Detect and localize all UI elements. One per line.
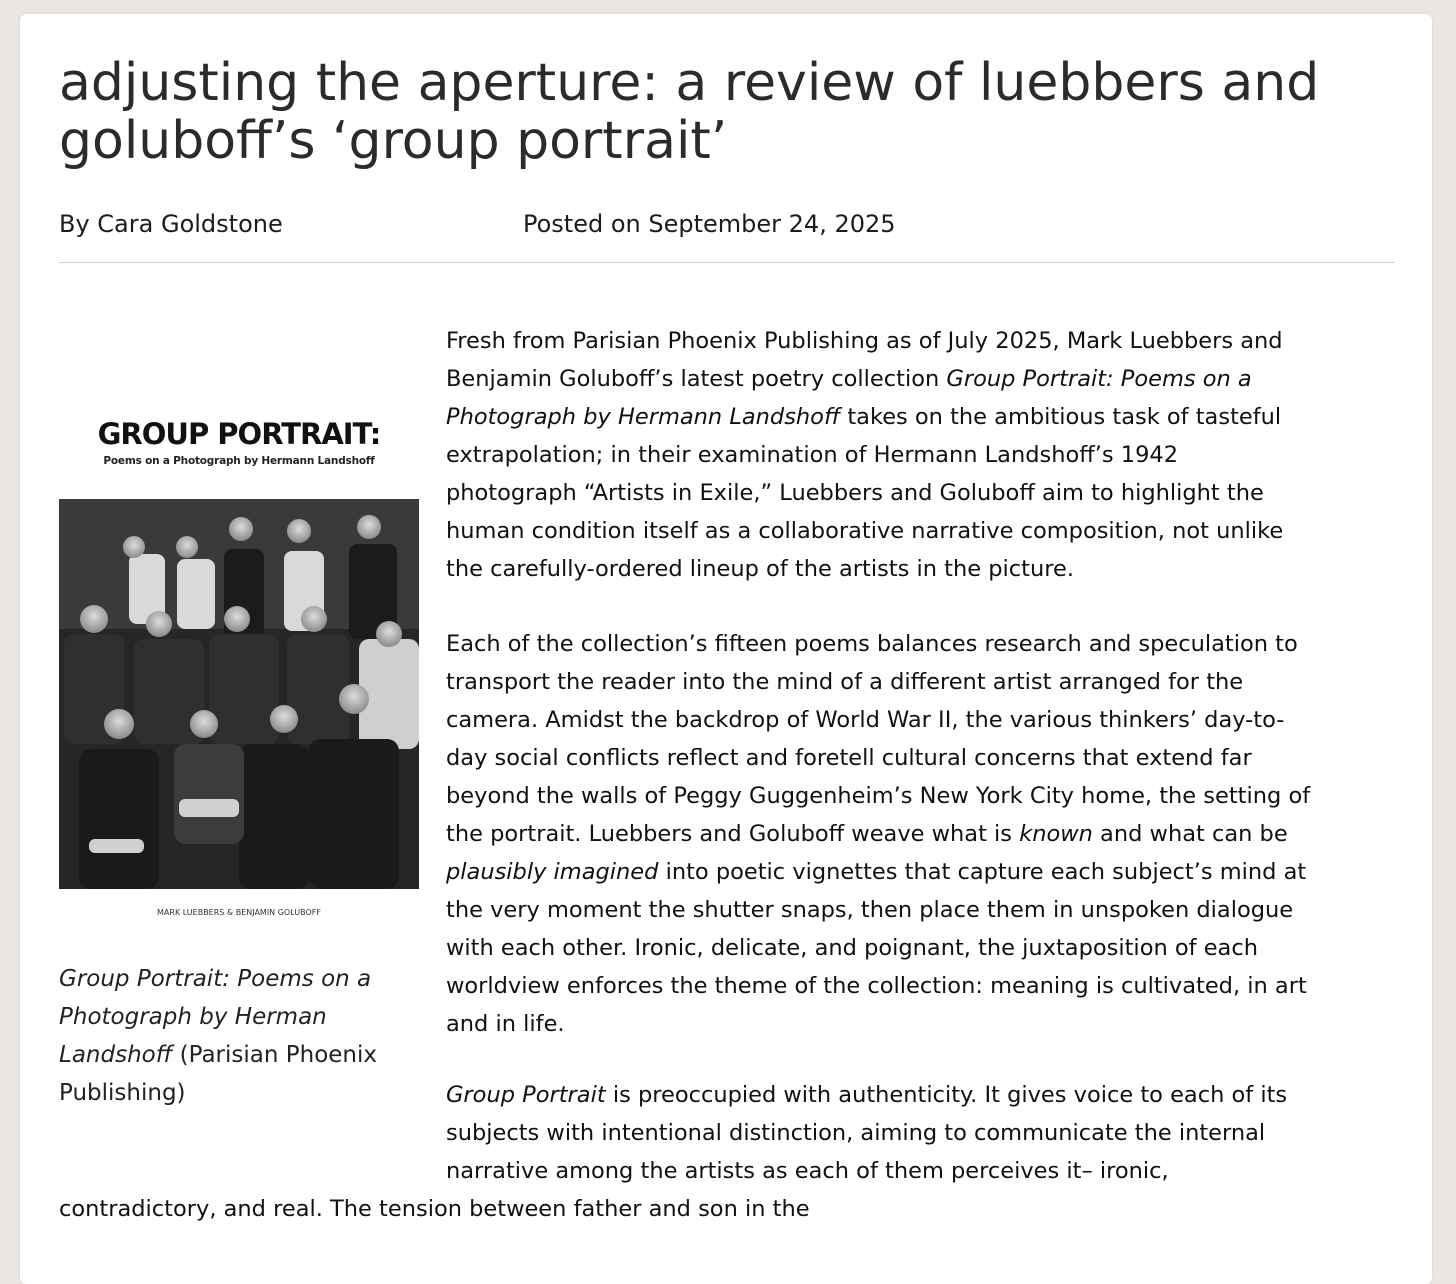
header-divider	[59, 262, 1395, 263]
text-line	[446, 815, 1436, 853]
cover-authors: MARK LUEBBERS & BENJAMIN GOLUBOFF	[157, 908, 321, 917]
italic-emphasis: known	[1019, 821, 1093, 847]
text-line: the very moment the shutter snaps, then place them in unspoken dialogue	[446, 897, 1294, 923]
text-run: is preoccupied with authenticity. It gives voice to each of its	[605, 1082, 1288, 1108]
paragraph-1	[446, 322, 1436, 588]
italic-book-title: Photograph by Hermann Landshoff	[446, 404, 841, 430]
paragraph-3	[446, 1076, 1436, 1190]
cover-group-photo	[59, 499, 419, 889]
paragraph-2	[446, 625, 1436, 1043]
text-line	[446, 1076, 1436, 1114]
text-run: into poetic vignettes that capture each subject’s mind at	[658, 859, 1307, 885]
text-line: human condition itself as a collaborative narrative composition, not unlike	[446, 518, 1284, 544]
text-line: and in life.	[446, 1011, 565, 1037]
text-line: extrapolation; in their examination of Hermann Landshoff’s 1942	[446, 442, 1179, 468]
text-line	[446, 398, 1436, 436]
text-line: beyond the walls of Peggy Guggenheim’s New York City home, the setting of	[446, 783, 1311, 809]
book-cover-image	[59, 406, 419, 928]
text-run: Benjamin Goluboff’s latest poetry collection	[446, 366, 947, 392]
text-line: camera. Amidst the backdrop of World War II, the various thinkers’ day-to-	[446, 707, 1285, 733]
text-line: with each other. Ironic, delicate, and poignant, the juxtaposition of each	[446, 935, 1258, 961]
text-line	[446, 360, 1436, 398]
text-line: subjects with intentional distinction, aiming to communicate the internal	[446, 1120, 1266, 1146]
text-line: transport the reader into the mind of a different artist arranged for the	[446, 669, 1244, 695]
article-card	[20, 14, 1432, 1284]
text-line: Each of the collection’s fifteen poems balances research and speculation to	[446, 631, 1298, 657]
text-line: Fresh from Parisian Phoenix Publishing as of July 2025, Mark Luebbers and	[446, 328, 1283, 354]
cover-subtitle: Poems on a Photograph by Hermann Landshoff	[103, 455, 375, 467]
italic-emphasis: plausibly imagined	[446, 859, 659, 885]
posted-date: Posted on September 24, 2025	[523, 210, 896, 238]
text-line	[446, 853, 1436, 891]
image-caption	[59, 960, 429, 1112]
caption-publisher: (Parisian Phoenix Publishing)	[59, 1042, 377, 1106]
author-byline: By Cara Goldstone	[59, 210, 283, 238]
text-line: narrative among the artists as each of them perceives it– ironic,	[446, 1158, 1169, 1184]
caption-book-title: Group Portrait: Poems on a Photograph by Herman Landshoff	[59, 966, 372, 1068]
text-run: and what can be	[1092, 821, 1288, 847]
text-line: photograph “Artists in Exile,” Luebbers and Goluboff aim to highlight the	[446, 480, 1264, 506]
text-run: takes on the ambitious task of tasteful	[840, 404, 1282, 430]
text-line: day social conflicts reflect and foretell cultural concerns that extend far	[446, 745, 1252, 771]
article-title: adjusting the aperture: a review of luebbers and goluboff’s ‘group portrait’	[59, 53, 1320, 171]
cover-title: GROUP PORTRAIT:	[97, 417, 381, 451]
text-run: the portrait. Luebbers and Goluboff weave what is	[446, 821, 1020, 847]
group-photo-figures	[59, 499, 419, 889]
italic-book-title: Group Portrait	[446, 1082, 606, 1108]
italic-book-title: Group Portrait: Poems on a	[946, 366, 1252, 392]
text-line: worldview enforces the theme of the collection: meaning is cultivated, in art	[446, 973, 1307, 999]
paragraph-3-continuation: contradictory, and real. The tension between father and son in the	[59, 1196, 810, 1222]
text-line: the carefully-ordered lineup of the artists in the picture.	[446, 556, 1074, 582]
